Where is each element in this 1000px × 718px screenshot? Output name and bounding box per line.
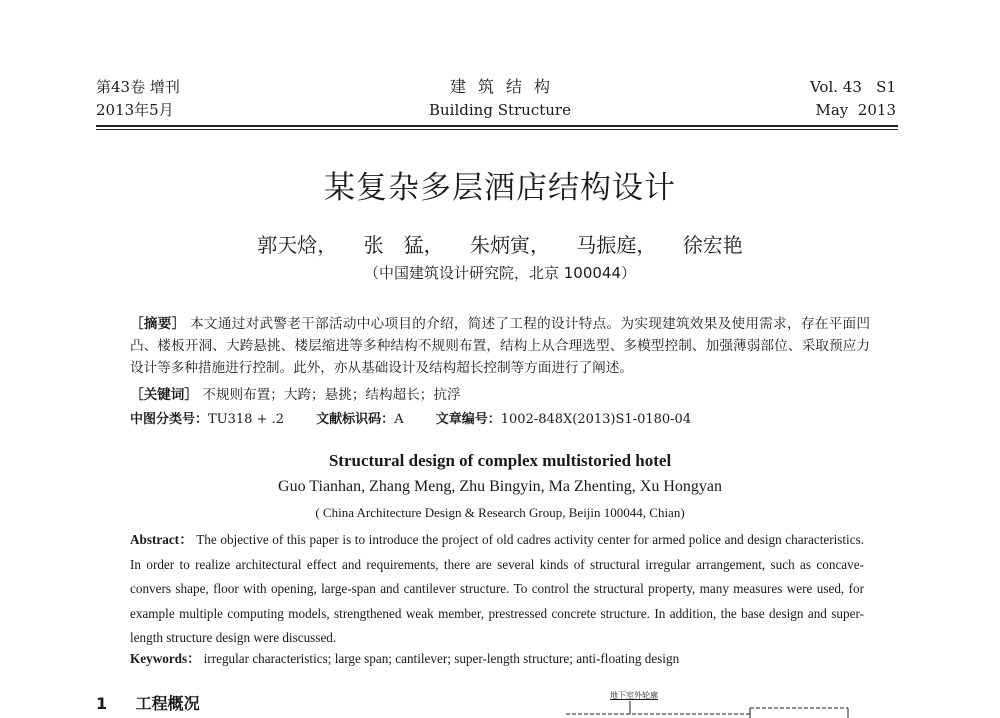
paper-title-cn: 某复杂多层酒店结构设计	[324, 170, 676, 206]
volume-en: Vol. 43 S1	[809, 78, 896, 96]
figure-snippet	[560, 688, 860, 718]
doc-code-tag: 文献标识码：	[316, 412, 395, 427]
header-rule-thick	[96, 125, 898, 127]
abstract-en-text: The objective of this paper is to introduce the project of old cadres activity center for armed police and design characteristics. In order to realize architectural effect and requirements, there are several kinds of structural irregular arrangement, such as concave-convers shape, floor with opening, large-span and cantilever structure. To control the structural property, many measures were used, for example multiple computing models, strengthened weak member, prestressed concrete structure. In addition, the base design and super-length structure design were discussed.	[130, 532, 865, 645]
author-cn: 张 猛，	[363, 233, 444, 257]
journal-volume-en	[810, 78, 896, 119]
plan-outline-drawing	[560, 688, 860, 718]
abstract-en	[130, 528, 864, 651]
keywords-en-text: irregular characteristics; large span; cantilever; super-length structure; anti-floating design	[203, 651, 680, 666]
author-cn: 马振庭，	[576, 233, 657, 257]
paper-title-en: Structural design of complex multistoried hotel	[328, 451, 672, 470]
abstract-en-tag: Abstract：	[130, 532, 193, 547]
classification-line	[130, 410, 719, 430]
keywords-cn-text: 不规则布置；大跨；悬挑；结构超长；抗浮	[202, 387, 461, 403]
journal-name-cn: 建筑结构	[449, 77, 562, 96]
abstract-cn-text: 本文通过对武警老干部活动中心项目的介绍，简述了工程的设计特点。为实现建筑效果及使用需求，存在平面凹凸、楼板开洞、大跨悬挑、楼层缩进等多种结构不规则布置，结构上从合理选型、多模型控制、加强薄弱部位、采取预应力设计等多种措施进行控制。此外，亦从基础设计及结构超长控制等方面进行了阐述。	[130, 316, 870, 376]
keywords-cn	[130, 385, 870, 405]
abstract-cn-tag: ［摘要］	[130, 316, 186, 332]
author-cn: 徐宏艳	[682, 233, 743, 257]
journal-name-en: Building Structure	[429, 101, 571, 119]
author-cn: 郭天焓，	[257, 233, 338, 257]
keywords-en-tag: Keywords：	[130, 651, 201, 666]
clc-value: TU318 + .2	[208, 412, 285, 427]
article-number-value: 1002-848X(2013)S1-0180-04	[500, 412, 692, 427]
section-title: 工程概况	[135, 694, 200, 713]
volume-issue: 第43卷 增刊	[96, 78, 180, 96]
article-number-tag: 文章编号：	[435, 412, 501, 427]
affiliation-en: ( China Architecture Design & Research Group, Beijin 100044, Chian)	[315, 505, 685, 520]
publication-date-cn: 2013年5月	[96, 101, 174, 119]
keywords-cn-tag: ［关键词］	[130, 387, 198, 403]
publication-date-en: May 2013	[815, 101, 896, 119]
clc-tag: 中图分类号：	[130, 412, 209, 427]
doc-code-value: A	[394, 412, 404, 427]
section-heading	[96, 691, 200, 714]
keywords-en	[130, 649, 864, 669]
section-number: 1	[96, 694, 108, 713]
header-rule-thin	[96, 129, 898, 130]
author-cn: 朱炳寅，	[470, 233, 550, 257]
abstract-cn	[130, 313, 870, 379]
authors-cn	[0, 229, 1000, 258]
figure-label: 地下室外轮廓	[610, 691, 658, 700]
affiliation-cn: （中国建筑设计研究院，北京 100044）	[363, 264, 637, 282]
authors-en: Guo Tianhan, Zhang Meng, Zhu Bingyin, Ma Zhenting, Xu Hongyan	[278, 478, 722, 495]
